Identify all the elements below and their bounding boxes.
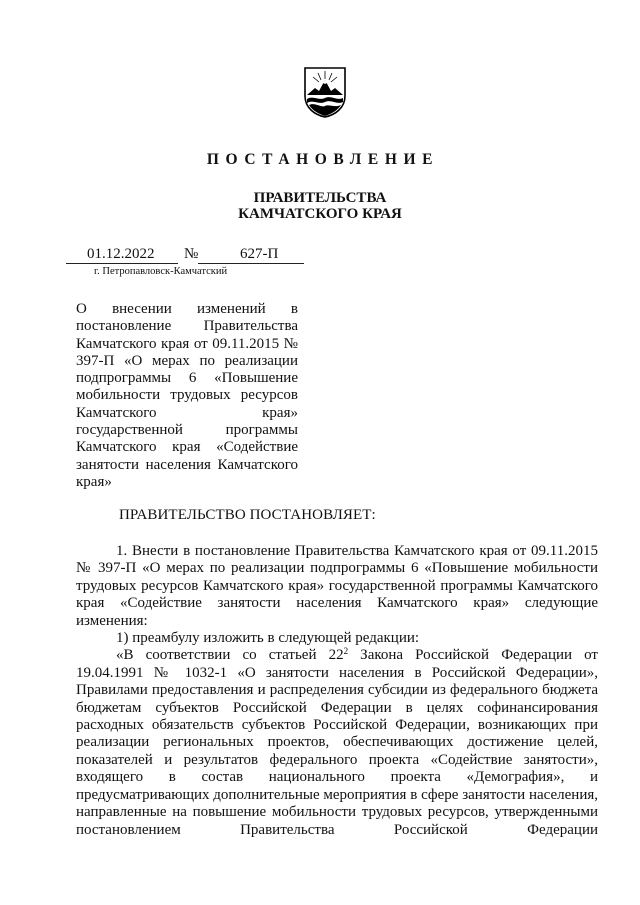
issuer-line-1: ПРАВИТЕЛЬСТВА	[253, 190, 387, 206]
resolves-heading: ПРАВИТЕЛЬСТВО ПОСТАНОВЛЯЕТ:	[119, 507, 376, 523]
date-underline	[66, 263, 178, 264]
document-number: 627-П	[240, 246, 279, 262]
number-sign: №	[184, 246, 199, 262]
issuer-line-2: КАМЧАТСКОГО КРАЯ	[238, 206, 402, 222]
subject-last-line: края»	[76, 473, 112, 490]
paragraph-3-rest: Закона Российской Федерации от 19.04.1991 № 1032-1 «О занятости населения в Российской Федерации», Правилами предоставления и распределения субсидии из федерального бюджета бюджетам субъектов Российской Федерации в целях софинансирования расходных обязательств субъектов Российской Федерации, возникающих при реализации региональных проектов, обеспечивающих достижение целей, показателей и результатов федерального проекта «Содействие занятости», входящего в состав национального проекта «Демография», и предусматривающих дополнительные мероприятия в сфере занятости населения, направленные на повышение мобильности трудовых ресурсов, утвержденными постановлением Правительства Российской Федерации	[76, 647, 598, 838]
article-superscript: 2	[343, 646, 349, 657]
paragraph-1: 1. Внести в постановление Правительства Камчатского края от 09.11.2015 № 397-П «О мерах по реализации подпрограммы 6 «Повышение мобильности трудовых ресурсов Камчатского края» государственной программы Камчатского края «Содействие занятости населения Камчатского края» следующие изменения:	[76, 543, 598, 629]
document-body	[76, 543, 598, 839]
document-date: 01.12.2022	[87, 246, 155, 262]
number-underline	[198, 263, 304, 264]
document-type-title: ПОСТАНОВЛЕНИЕ	[206, 151, 440, 168]
paragraph-3	[76, 647, 598, 838]
paragraph-3-start: «В соответствии со статьей 22	[116, 647, 344, 664]
subject-text: О внесении изменений в постановление Правительства Камчатского края от 09.11.2015 № 397-П «О мерах по реализации подпрограммы 6 «Повышение мобильности трудовых ресурсов Камчатского края» государственной программы Камчатского края «Содействие занятости населения Камчатского	[76, 301, 298, 473]
document-subject	[76, 301, 298, 491]
kamchatka-coat-of-arms-icon	[303, 66, 347, 118]
city-name: г. Петропавловск-Камчатский	[94, 266, 228, 277]
paragraph-2: 1) преамбулу изложить в следующей редакции:	[116, 630, 420, 647]
